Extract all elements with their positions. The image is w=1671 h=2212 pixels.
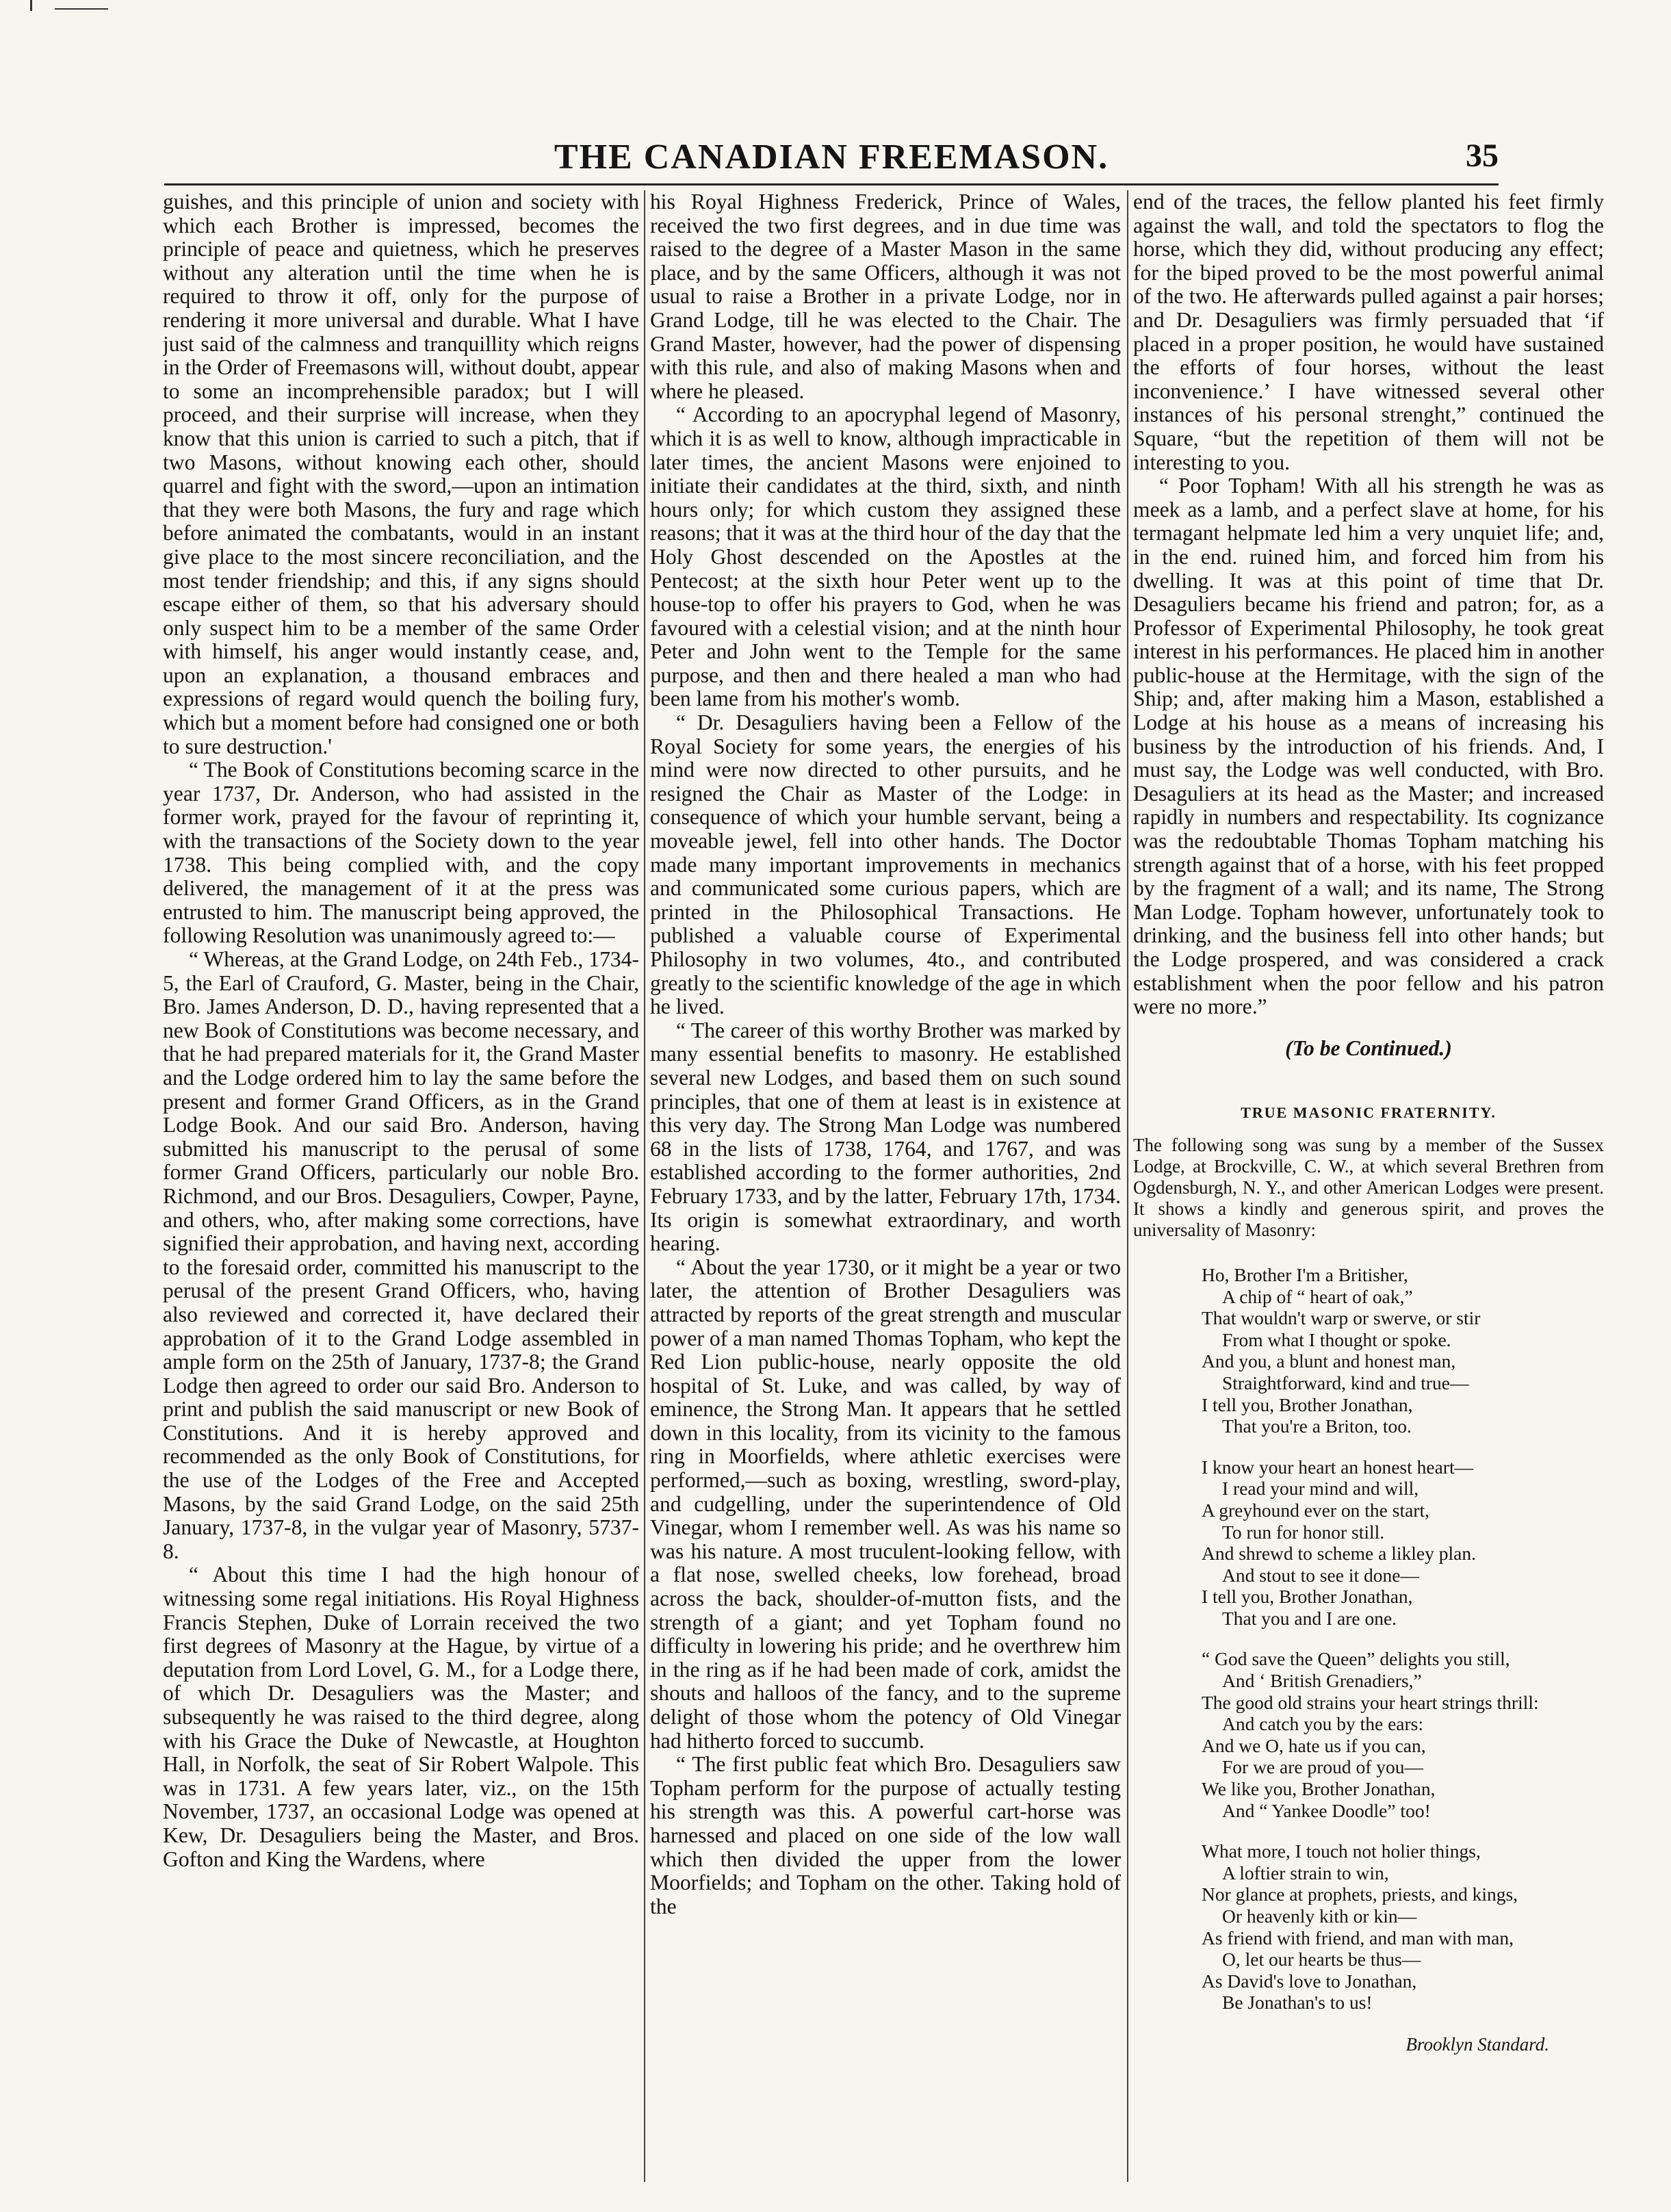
verse-line: Straightforward, kind and true— xyxy=(1222,1372,1469,1393)
paragraph: “ About the year 1730, or it might be a year or two later, the attention of Brother Desaguliers was attracted by reports of the great strength and muscular power of a man named Thomas Topham, who kept the Red Lion public-house, nearly opposite the old hospital of St. Luke, and was called, by way of eminence, the Strong Man. It appears that he settled down in this locality, from its vicinity to the famous ring in Moorfields, where athletic exercises were performed,—such as boxing, wrestling, sword-play, and cudgelling, under the superintendence of Old Vinegar, whom I remember well. As was his name so was his nature. A most truculent-looking fellow, with a flat nose, swelled cheeks, low forehead, broad across the back, shoulder-of-mutton fists, and the strength of a giant; and yet Topham found no difficulty in lowering his pride; and he overthrew him in the ring as if he had been made of cork, amidst the shouts and halloos of the fancy, and to the supreme delight of those whom the potency of Old Vinegar had hitherto forced to succumb. xyxy=(650,1255,1121,1753)
verse-line: For we are proud of you— xyxy=(1222,1756,1424,1778)
verse-line: And we O, hate us if you can, xyxy=(1202,1734,1426,1756)
paragraph: end of the traces, the fellow planted his feet firmly against the wall, and told the spectators to flog the horse, which they did, without producing any effect; for the biped proved to be the most powerful animal of the two. He afterwards pulled against a pair horses; and Dr. Desaguliers was firmly persuaded that ‘if placed in a proper position, he would have sustained the efforts of four horses, without the least inconvenience.’ I have witnessed several other instances of his personal strenght,” continued the Square, “but the repetition of them will not be interesting to you. xyxy=(1133,190,1604,474)
page-header xyxy=(164,137,1499,185)
verse-line: From what I thought or spoke. xyxy=(1222,1328,1451,1350)
verse-line: I tell you, Brother Jonathan, xyxy=(1202,1393,1413,1415)
paragraph: “ About this time I had the high honour of witnessing some regal initiations. His Royal Highness Francis Stephen, Duke of Lorrain received the two first degrees of Masonry at the Hague, by virtue of a deputation from Lord Lovel, G. M., for a Lodge there, of which Dr. Desaguliers was the Master; and subsequently he was raised to the third degree, along with his Grace the Duke of Newcastle, at Houghton Hall, in Norfolk, the seat of Sir Robert Walpole. This was in 1731. A few years later, viz., on the 15th November, 1737, an occasional Lodge was opened at Kew, Dr. Desaguliers being the Master, and Bros. Gofton and King the Wardens, where xyxy=(163,1562,639,1871)
column-3 xyxy=(1133,190,1604,2182)
verse-line: To run for honor still. xyxy=(1222,1521,1385,1543)
verse-line: A chip of “ heart of oak,” xyxy=(1222,1285,1413,1307)
verse-line: And you, a blunt and honest man, xyxy=(1202,1350,1456,1372)
paragraph: “ Dr. Desaguliers having been a Fellow of the Royal Society for some years, the energies of his mind were now directed to other pursuits, and he resigned the Chair as Master of the Lodge: in consequence of which your humble servant, being a moveable jewel, fell into other hands. The Doctor made many important improvements in mechanics and communicated some curious papers, which are printed in the Philosophical Transactions. He published a valuable course of Experimental Philosophy in two volumes, 4to., and contributed greatly to the scientific knowledge of the age in which he lived. xyxy=(650,710,1121,1019)
verse-line: Be Jonathan's to us! xyxy=(1222,1992,1373,2014)
verse-line: “ God save the Queen” delights you still, xyxy=(1202,1648,1510,1670)
paragraph: “ Poor Topham! With all his strength he was as meek as a lamb, and a perfect slave at home, for his termagant helpmate led him a very unquiet life; and, in the end. ruined him, and forced him from his dwelling. It was at this point of time that Dr. Desaguliers became his friend and patron; for, as a Professor of Experimental Philosophy, he took great interest in his performances. He placed him in another public-house at the Hermitage, with the sign of the Ship; and, after making him a Mason, established a Lodge at his house as a means of increasing his business by the introduction of his friends. And, I must say, the Lodge was well conducted, with Bro. Desaguliers at its head as the Master; and increased rapidly in numbers and respectability. Its cognizance was the redoubtable Thomas Topham matching his strength against that of a horse, with his feet propped by the fragment of a wall; and its name, The Strong Man Lodge. Topham however, unfortunately took to drinking, and the business fell into other hands; but the Lodge prospered, and was considered a crack establishment when the poor fellow and his patron were no more.” xyxy=(1133,474,1604,1019)
column-divider xyxy=(1127,190,1128,2182)
verse-line: And stout to see it done— xyxy=(1222,1564,1419,1586)
verse-line: What more, I touch not holier things, xyxy=(1202,1840,1481,1862)
verse-line: A loftier strain to win, xyxy=(1222,1862,1389,1883)
verse-line: A greyhound ever on the start, xyxy=(1202,1499,1429,1521)
column-divider xyxy=(644,190,645,2182)
column-1 xyxy=(163,190,639,2182)
verse-line: And shrewd to scheme a likley plan. xyxy=(1202,1543,1476,1565)
scan-rule xyxy=(55,8,108,10)
verse-line: I know your heart an honest heart— xyxy=(1202,1456,1474,1478)
verse-line: That wouldn't warp or swerve, or stir xyxy=(1202,1307,1481,1329)
paragraph: his Royal Highness Frederick, Prince of Wales, received the two first degrees, and in due time was raised to the degree of a Master Mason in the same place, and by the same Officers, although it was not usual to raise a Brother in a private Lodge, nor in Grand Lodge, till he was elected to the Chair. The Grand Master, however, had the power of dispensing with this rule, and also of making Masons when and where he pleased. xyxy=(650,190,1121,403)
stanza xyxy=(1202,1456,1604,1630)
stanza xyxy=(1202,1840,1604,2014)
column-2 xyxy=(650,190,1121,2182)
scan-mark xyxy=(30,0,32,11)
page-number: 35 xyxy=(1466,138,1499,174)
verse-line: That you're a Briton, too. xyxy=(1222,1415,1412,1437)
paragraph: guishes, and this principle of union and society with which each Brother is impressed, becomes the principle of peace and quietness, which he preserves without any alteration until the time when he is required to throw it off, only for the purpose of rendering it more universal and durable. What I have just said of the calmness and tranquillity which reigns in the Order of Freemasons will, without doubt, appear to some an incomprehensible paradox; but I will proceed, and their surprise will increase, when they know that this union is carried to such a pitch, that if two Masons, without knowing each other, should quarrel and fight with the sword,—upon an intimation that they were both Masons, the fury and rage which before animated the combatants, would in an instant give place to the most sincere reconciliation, and the most tender friendship; and this, if any signs should escape either of them, so that his adversary should only suspect him to be a member of the same Order with himself, his anger would instantly cease, and, upon an explanation, a thousand embraces and expressions of regard would quench the boiling fury, which but a moment before had consigned one or both to sure destruction.' xyxy=(163,190,639,758)
verse-line: As David's love to Jonathan, xyxy=(1202,1970,1417,1992)
verse-line: The good old strains your heart strings thrill: xyxy=(1202,1691,1539,1713)
paragraph: “ Whereas, at the Grand Lodge, on 24th Feb., 1734-5, the Earl of Crauford, G. Master, being in the Chair, Bro. James Anderson, D. D., having represented that a new Book of Constitutions was become necessary, and that he had prepared materials for it, the Grand Master and the Lodge ordered him to lay the same before the present and former Grand Officers, as in the Grand Lodge Book. And our said Bro. Anderson, having submitted his manuscript to the perusal of some former Grand Officers, particularly our noble Bro. Richmond, and our Bros. Desaguliers, Cowper, Payne, and others, who, after making some corrections, have signified their approbation, and having next, according to the foresaid order, committed his manuscript to the perusal of the present Grand Officers, who, having also reviewed and corrected it, have declared their approbation of it to the Grand Lodge assembled in ample form on the 25th of January, 1737-8; the Grand Lodge then agreed to order our said Bro. Anderson to print and publish the said manuscript or new Book of Constitutions. And it is hereby approved and recommended as the only Book of Constitutions, for the use of the Lodges of the Free and Accepted Masons, by the said Grand Lodge, on the said 25th January, 1737-8, in the vulgar year of Masonry, 5737-8. xyxy=(163,947,639,1563)
stanza xyxy=(1202,1264,1604,1437)
header-rule xyxy=(164,183,1499,185)
verse-line: O, let our hearts be thus— xyxy=(1222,1949,1421,1970)
verse-line: As friend with friend, and man with man, xyxy=(1202,1927,1514,1949)
paragraph: “ According to an apocryphal legend of Masonry, which it is as well to know, although impracticable in later times, the ancient Masons were enjoined to initiate their candidates at the third, sixth, and ninth hours only; for which custom they assigned these reasons; that it was at the third hour of the day that the Holy Ghost descended on the Apostles at the Pentecost; at the sixth hour Peter went up to the house-top to offer his prayers to God, when he was favoured with a celestial vision; and at the ninth hour Peter and John went to the Temple for the same purpose, and then and there healed a man who had been lame from his mother's womb. xyxy=(650,402,1121,711)
paragraph: “ The Book of Constitutions becoming scarce in the year 1737, Dr. Anderson, who had assisted in the former work, prayed for the favour of reprinting it, with the transactions of the Society down to the year 1738. This being complied with, and the copy delivered, the management of it at the press was entrusted to him. The manuscript being approved, the following Resolution was unanimously agreed to:— xyxy=(163,758,639,948)
paragraph: “ The career of this worthy Brother was marked by many essential benefits to masonry. He established several new Lodges, and based them on such sound principles, that one of them at least is in existence at this very day. The Strong Man Lodge was numbered 68 in the lists of 1738, 1764, and 1767, and was established according to the former authorities, 2nd February 1733, and by the latter, February 17th, 1734. Its origin is somewhat extraordinary, and worth hearing. xyxy=(650,1018,1121,1256)
poem-intro: The following song was sung by a member of the Sussex Lodge, at Brockville, C. W., at which several Brethren from Ogdensburgh, N. Y., and other American Lodges were present. It shows a kindly and generous spirit, and proves the universality of Masonry: xyxy=(1133,1134,1604,1240)
poem-credit: Brooklyn Standard. xyxy=(1406,2033,1549,2055)
verse-line: Ho, Brother I'm a Britisher, xyxy=(1202,1263,1408,1285)
verse-line: And ‘ British Grenadiers,” xyxy=(1222,1670,1422,1692)
stanza xyxy=(1202,1648,1604,1821)
verse-line: That you and I are one. xyxy=(1222,1607,1397,1629)
poem xyxy=(1133,1264,1604,2014)
paragraph: “ The first public feat which Bro. Desaguliers saw Topham perform for the purpose of actually testing his strength was this. A powerful cart-horse was harnessed and placed on one side of the low wall which then divided the upper from the lower Moorfields; and Topham on the other. Taking hold of the xyxy=(650,1752,1121,1918)
verse-line: We like you, Brother Jonathan, xyxy=(1202,1778,1436,1800)
verse-line: Or heavenly kith or kin— xyxy=(1222,1905,1417,1927)
verse-line: Nor glance at prophets, priests, and kings, xyxy=(1202,1883,1518,1905)
verse-line: And “ Yankee Doodle” too! xyxy=(1222,1799,1431,1821)
poem-title: TRUE MASONIC FRATERNITY. xyxy=(1241,1104,1497,1122)
running-head: THE CANADIAN FREEMASON. xyxy=(554,138,1109,177)
to-be-continued: (To be Continued.) xyxy=(1285,1036,1452,1060)
verse-line: I read your mind and will, xyxy=(1222,1478,1419,1500)
verse-line: I tell you, Brother Jonathan, xyxy=(1202,1586,1413,1608)
verse-line: And catch you by the ears: xyxy=(1222,1713,1424,1735)
